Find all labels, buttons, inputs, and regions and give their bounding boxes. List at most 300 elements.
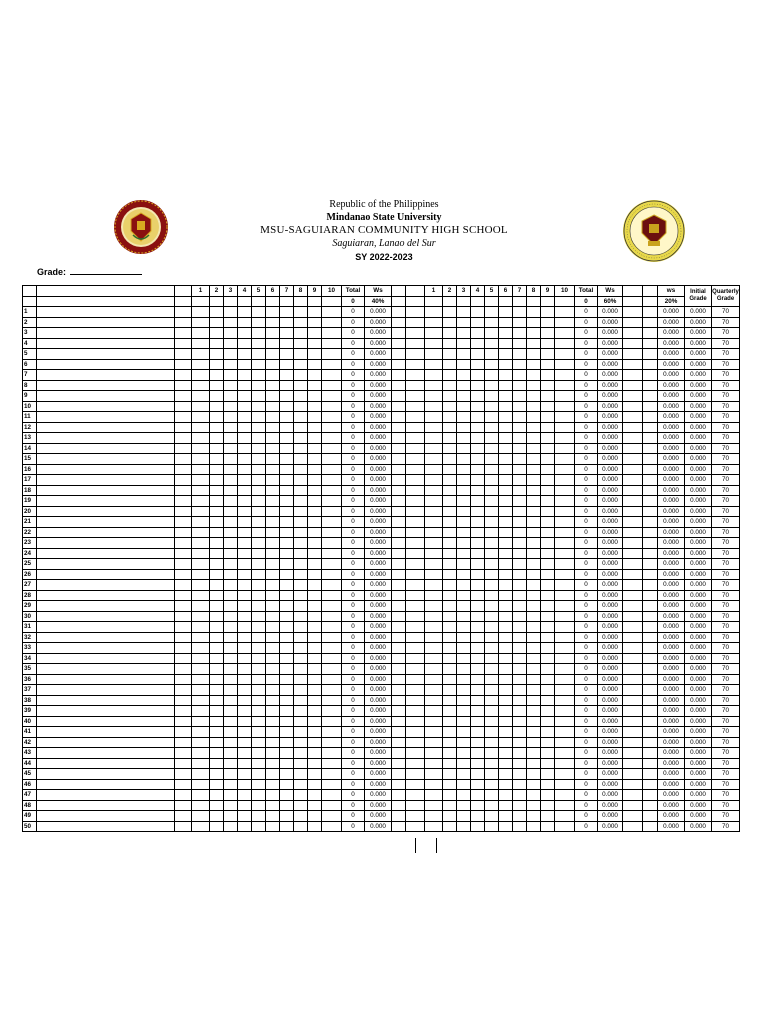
- score-cell[interactable]: [555, 506, 575, 517]
- score-cell[interactable]: [224, 643, 238, 654]
- score-cell[interactable]: [443, 674, 457, 685]
- score-cell[interactable]: [252, 811, 266, 822]
- score-cell[interactable]: [224, 370, 238, 381]
- score-cell[interactable]: [555, 569, 575, 580]
- score-cell[interactable]: [443, 496, 457, 507]
- score-cell[interactable]: [238, 380, 252, 391]
- score-cell[interactable]: [425, 527, 443, 538]
- score-cell[interactable]: [527, 601, 541, 612]
- score-cell[interactable]: [210, 538, 224, 549]
- score-cell[interactable]: [280, 716, 294, 727]
- score-cell[interactable]: [471, 359, 485, 370]
- score-cell[interactable]: [322, 664, 342, 675]
- score-cell[interactable]: [210, 664, 224, 675]
- score-cell[interactable]: [322, 748, 342, 759]
- score-cell[interactable]: [443, 664, 457, 675]
- score-cell[interactable]: [210, 706, 224, 717]
- score-cell[interactable]: [224, 653, 238, 664]
- score-cell[interactable]: [224, 811, 238, 822]
- score-cell[interactable]: [266, 790, 280, 801]
- score-cell[interactable]: [443, 769, 457, 780]
- score-cell[interactable]: [555, 653, 575, 664]
- score-cell[interactable]: [513, 569, 527, 580]
- blank-cell[interactable]: [406, 580, 425, 591]
- blank-cell[interactable]: [406, 538, 425, 549]
- blank-cell[interactable]: [406, 391, 425, 402]
- score-cell[interactable]: [210, 391, 224, 402]
- score-cell[interactable]: [252, 380, 266, 391]
- blank-cell[interactable]: [406, 317, 425, 328]
- score-cell[interactable]: [322, 412, 342, 423]
- blank-cell[interactable]: [643, 643, 658, 654]
- score-cell[interactable]: [280, 601, 294, 612]
- score-cell[interactable]: [322, 559, 342, 570]
- score-cell[interactable]: [457, 391, 471, 402]
- student-name-cell[interactable]: [37, 769, 175, 780]
- score-cell[interactable]: [280, 664, 294, 675]
- blank-cell[interactable]: [175, 674, 192, 685]
- score-cell[interactable]: [541, 307, 555, 318]
- score-cell[interactable]: [541, 758, 555, 769]
- blank-cell[interactable]: [406, 475, 425, 486]
- score-cell[interactable]: [308, 790, 322, 801]
- student-name-cell[interactable]: [37, 653, 175, 664]
- score-cell[interactable]: [280, 517, 294, 528]
- score-cell[interactable]: [322, 338, 342, 349]
- blank-cell[interactable]: [392, 391, 406, 402]
- blank-cell[interactable]: [623, 548, 643, 559]
- blank-cell[interactable]: [392, 695, 406, 706]
- score-cell[interactable]: [457, 632, 471, 643]
- blank-cell[interactable]: [623, 811, 643, 822]
- score-cell[interactable]: [425, 464, 443, 475]
- blank-cell[interactable]: [175, 412, 192, 423]
- score-cell[interactable]: [210, 632, 224, 643]
- blank-cell[interactable]: [392, 359, 406, 370]
- score-cell[interactable]: [252, 517, 266, 528]
- score-cell[interactable]: [252, 758, 266, 769]
- score-cell[interactable]: [224, 328, 238, 339]
- blank-cell[interactable]: [406, 401, 425, 412]
- score-cell[interactable]: [252, 580, 266, 591]
- score-cell[interactable]: [457, 748, 471, 759]
- blank-cell[interactable]: [392, 800, 406, 811]
- blank-cell[interactable]: [623, 727, 643, 738]
- score-cell[interactable]: [443, 422, 457, 433]
- score-cell[interactable]: [308, 370, 322, 381]
- score-cell[interactable]: [425, 338, 443, 349]
- score-cell[interactable]: [485, 643, 499, 654]
- score-cell[interactable]: [224, 779, 238, 790]
- score-cell[interactable]: [541, 811, 555, 822]
- score-cell[interactable]: [322, 769, 342, 780]
- score-cell[interactable]: [471, 401, 485, 412]
- score-cell[interactable]: [527, 433, 541, 444]
- score-cell[interactable]: [457, 779, 471, 790]
- blank-cell[interactable]: [175, 811, 192, 822]
- score-cell[interactable]: [425, 475, 443, 486]
- blank-cell[interactable]: [392, 632, 406, 643]
- score-cell[interactable]: [238, 643, 252, 654]
- blank-cell[interactable]: [643, 653, 658, 664]
- student-name-cell[interactable]: [37, 569, 175, 580]
- score-cell[interactable]: [238, 622, 252, 633]
- score-cell[interactable]: [443, 601, 457, 612]
- score-cell[interactable]: [210, 748, 224, 759]
- score-cell[interactable]: [252, 328, 266, 339]
- score-cell[interactable]: [555, 769, 575, 780]
- blank-cell[interactable]: [643, 590, 658, 601]
- score-cell[interactable]: [527, 496, 541, 507]
- score-cell[interactable]: [527, 727, 541, 738]
- score-cell[interactable]: [308, 443, 322, 454]
- score-cell[interactable]: [425, 349, 443, 360]
- score-cell[interactable]: [527, 328, 541, 339]
- score-cell[interactable]: [210, 559, 224, 570]
- score-cell[interactable]: [485, 779, 499, 790]
- score-cell[interactable]: [280, 769, 294, 780]
- score-cell[interactable]: [238, 443, 252, 454]
- score-cell[interactable]: [527, 391, 541, 402]
- score-cell[interactable]: [280, 349, 294, 360]
- score-cell[interactable]: [266, 653, 280, 664]
- score-cell[interactable]: [499, 569, 513, 580]
- score-cell[interactable]: [308, 475, 322, 486]
- blank-cell[interactable]: [175, 380, 192, 391]
- score-cell[interactable]: [192, 737, 210, 748]
- score-cell[interactable]: [280, 758, 294, 769]
- blank-cell[interactable]: [623, 359, 643, 370]
- score-cell[interactable]: [527, 370, 541, 381]
- score-cell[interactable]: [238, 821, 252, 832]
- student-name-cell[interactable]: [37, 664, 175, 675]
- blank-cell[interactable]: [643, 307, 658, 318]
- blank-cell[interactable]: [406, 349, 425, 360]
- score-cell[interactable]: [555, 412, 575, 423]
- score-cell[interactable]: [471, 422, 485, 433]
- score-cell[interactable]: [308, 706, 322, 717]
- score-cell[interactable]: [499, 496, 513, 507]
- score-cell[interactable]: [280, 443, 294, 454]
- score-cell[interactable]: [527, 758, 541, 769]
- score-cell[interactable]: [485, 506, 499, 517]
- score-cell[interactable]: [485, 769, 499, 780]
- score-cell[interactable]: [252, 695, 266, 706]
- score-cell[interactable]: [210, 370, 224, 381]
- score-cell[interactable]: [280, 464, 294, 475]
- blank-cell[interactable]: [643, 790, 658, 801]
- blank-cell[interactable]: [392, 685, 406, 696]
- blank-cell[interactable]: [175, 433, 192, 444]
- score-cell[interactable]: [294, 622, 308, 633]
- blank-cell[interactable]: [623, 590, 643, 601]
- score-cell[interactable]: [266, 800, 280, 811]
- blank-cell[interactable]: [392, 811, 406, 822]
- score-cell[interactable]: [238, 737, 252, 748]
- score-cell[interactable]: [555, 380, 575, 391]
- score-cell[interactable]: [541, 422, 555, 433]
- blank-cell[interactable]: [392, 317, 406, 328]
- score-cell[interactable]: [280, 811, 294, 822]
- score-cell[interactable]: [252, 401, 266, 412]
- score-cell[interactable]: [308, 464, 322, 475]
- score-cell[interactable]: [294, 412, 308, 423]
- score-cell[interactable]: [499, 790, 513, 801]
- blank-cell[interactable]: [643, 779, 658, 790]
- score-cell[interactable]: [527, 769, 541, 780]
- score-cell[interactable]: [280, 538, 294, 549]
- score-cell[interactable]: [210, 811, 224, 822]
- score-cell[interactable]: [224, 538, 238, 549]
- score-cell[interactable]: [471, 580, 485, 591]
- blank-cell[interactable]: [392, 716, 406, 727]
- score-cell[interactable]: [280, 800, 294, 811]
- score-cell[interactable]: [457, 517, 471, 528]
- score-cell[interactable]: [527, 527, 541, 538]
- score-cell[interactable]: [443, 485, 457, 496]
- score-cell[interactable]: [471, 758, 485, 769]
- score-cell[interactable]: [513, 517, 527, 528]
- score-cell[interactable]: [308, 496, 322, 507]
- score-cell[interactable]: [322, 443, 342, 454]
- score-cell[interactable]: [252, 454, 266, 465]
- score-cell[interactable]: [499, 548, 513, 559]
- student-name-cell[interactable]: [37, 359, 175, 370]
- score-cell[interactable]: [457, 496, 471, 507]
- score-cell[interactable]: [252, 317, 266, 328]
- score-cell[interactable]: [294, 590, 308, 601]
- blank-cell[interactable]: [392, 559, 406, 570]
- score-cell[interactable]: [485, 412, 499, 423]
- student-name-cell[interactable]: [37, 695, 175, 706]
- score-cell[interactable]: [425, 380, 443, 391]
- score-cell[interactable]: [513, 380, 527, 391]
- score-cell[interactable]: [443, 506, 457, 517]
- score-cell[interactable]: [541, 601, 555, 612]
- score-cell[interactable]: [294, 716, 308, 727]
- blank-cell[interactable]: [406, 443, 425, 454]
- score-cell[interactable]: [485, 811, 499, 822]
- score-cell[interactable]: [471, 769, 485, 780]
- blank-cell[interactable]: [392, 454, 406, 465]
- score-cell[interactable]: [294, 349, 308, 360]
- blank-cell[interactable]: [623, 328, 643, 339]
- blank-cell[interactable]: [623, 622, 643, 633]
- score-cell[interactable]: [322, 706, 342, 717]
- score-cell[interactable]: [252, 338, 266, 349]
- score-cell[interactable]: [294, 800, 308, 811]
- blank-cell[interactable]: [175, 527, 192, 538]
- student-name-cell[interactable]: [37, 643, 175, 654]
- score-cell[interactable]: [280, 706, 294, 717]
- blank-cell[interactable]: [406, 548, 425, 559]
- score-cell[interactable]: [443, 527, 457, 538]
- score-cell[interactable]: [457, 653, 471, 664]
- score-cell[interactable]: [457, 758, 471, 769]
- score-cell[interactable]: [457, 538, 471, 549]
- score-cell[interactable]: [485, 454, 499, 465]
- blank-cell[interactable]: [392, 380, 406, 391]
- score-cell[interactable]: [238, 674, 252, 685]
- score-cell[interactable]: [192, 559, 210, 570]
- score-cell[interactable]: [527, 706, 541, 717]
- score-cell[interactable]: [499, 538, 513, 549]
- score-cell[interactable]: [238, 454, 252, 465]
- student-name-cell[interactable]: [37, 380, 175, 391]
- score-cell[interactable]: [294, 653, 308, 664]
- score-cell[interactable]: [238, 590, 252, 601]
- score-cell[interactable]: [513, 716, 527, 727]
- blank-cell[interactable]: [406, 611, 425, 622]
- score-cell[interactable]: [294, 569, 308, 580]
- blank-cell[interactable]: [175, 307, 192, 318]
- score-cell[interactable]: [280, 790, 294, 801]
- score-cell[interactable]: [238, 601, 252, 612]
- score-cell[interactable]: [513, 779, 527, 790]
- score-cell[interactable]: [555, 601, 575, 612]
- score-cell[interactable]: [252, 727, 266, 738]
- score-cell[interactable]: [541, 685, 555, 696]
- score-cell[interactable]: [322, 800, 342, 811]
- score-cell[interactable]: [485, 727, 499, 738]
- score-cell[interactable]: [499, 758, 513, 769]
- score-cell[interactable]: [471, 454, 485, 465]
- blank-cell[interactable]: [175, 769, 192, 780]
- score-cell[interactable]: [294, 538, 308, 549]
- score-cell[interactable]: [294, 506, 308, 517]
- score-cell[interactable]: [238, 790, 252, 801]
- score-cell[interactable]: [252, 443, 266, 454]
- blank-cell[interactable]: [643, 674, 658, 685]
- score-cell[interactable]: [555, 349, 575, 360]
- score-cell[interactable]: [224, 695, 238, 706]
- score-cell[interactable]: [280, 412, 294, 423]
- blank-cell[interactable]: [175, 664, 192, 675]
- score-cell[interactable]: [294, 695, 308, 706]
- score-cell[interactable]: [308, 653, 322, 664]
- score-cell[interactable]: [322, 716, 342, 727]
- score-cell[interactable]: [499, 433, 513, 444]
- score-cell[interactable]: [499, 653, 513, 664]
- score-cell[interactable]: [541, 527, 555, 538]
- score-cell[interactable]: [485, 716, 499, 727]
- blank-cell[interactable]: [392, 821, 406, 832]
- score-cell[interactable]: [322, 622, 342, 633]
- student-name-cell[interactable]: [37, 443, 175, 454]
- score-cell[interactable]: [485, 664, 499, 675]
- score-cell[interactable]: [280, 695, 294, 706]
- score-cell[interactable]: [555, 307, 575, 318]
- blank-cell[interactable]: [392, 674, 406, 685]
- score-cell[interactable]: [266, 328, 280, 339]
- blank-cell[interactable]: [406, 338, 425, 349]
- score-cell[interactable]: [541, 695, 555, 706]
- blank-cell[interactable]: [406, 307, 425, 318]
- score-cell[interactable]: [322, 475, 342, 486]
- score-cell[interactable]: [252, 611, 266, 622]
- score-cell[interactable]: [210, 674, 224, 685]
- score-cell[interactable]: [308, 527, 322, 538]
- score-cell[interactable]: [527, 685, 541, 696]
- score-cell[interactable]: [443, 338, 457, 349]
- score-cell[interactable]: [555, 674, 575, 685]
- score-cell[interactable]: [443, 622, 457, 633]
- score-cell[interactable]: [266, 517, 280, 528]
- score-cell[interactable]: [322, 454, 342, 465]
- score-cell[interactable]: [252, 559, 266, 570]
- score-cell[interactable]: [555, 454, 575, 465]
- score-cell[interactable]: [192, 580, 210, 591]
- score-cell[interactable]: [527, 590, 541, 601]
- score-cell[interactable]: [266, 454, 280, 465]
- score-cell[interactable]: [513, 632, 527, 643]
- score-cell[interactable]: [266, 412, 280, 423]
- score-cell[interactable]: [499, 695, 513, 706]
- student-name-cell[interactable]: [37, 338, 175, 349]
- student-name-cell[interactable]: [37, 716, 175, 727]
- blank-cell[interactable]: [643, 559, 658, 570]
- score-cell[interactable]: [555, 359, 575, 370]
- score-cell[interactable]: [425, 317, 443, 328]
- blank-cell[interactable]: [643, 391, 658, 402]
- blank-cell[interactable]: [175, 758, 192, 769]
- blank-cell[interactable]: [643, 412, 658, 423]
- score-cell[interactable]: [443, 779, 457, 790]
- score-cell[interactable]: [224, 307, 238, 318]
- score-cell[interactable]: [499, 517, 513, 528]
- score-cell[interactable]: [210, 569, 224, 580]
- score-cell[interactable]: [499, 580, 513, 591]
- score-cell[interactable]: [224, 349, 238, 360]
- score-cell[interactable]: [210, 412, 224, 423]
- score-cell[interactable]: [499, 391, 513, 402]
- score-cell[interactable]: [527, 779, 541, 790]
- score-cell[interactable]: [485, 548, 499, 559]
- score-cell[interactable]: [308, 506, 322, 517]
- score-cell[interactable]: [224, 391, 238, 402]
- blank-cell[interactable]: [643, 517, 658, 528]
- score-cell[interactable]: [308, 569, 322, 580]
- score-cell[interactable]: [457, 317, 471, 328]
- score-cell[interactable]: [192, 307, 210, 318]
- score-cell[interactable]: [294, 727, 308, 738]
- score-cell[interactable]: [210, 800, 224, 811]
- score-cell[interactable]: [457, 769, 471, 780]
- score-cell[interactable]: [541, 338, 555, 349]
- score-cell[interactable]: [294, 328, 308, 339]
- score-cell[interactable]: [425, 811, 443, 822]
- blank-cell[interactable]: [392, 548, 406, 559]
- score-cell[interactable]: [471, 464, 485, 475]
- score-cell[interactable]: [485, 401, 499, 412]
- score-cell[interactable]: [485, 790, 499, 801]
- score-cell[interactable]: [322, 674, 342, 685]
- blank-cell[interactable]: [643, 338, 658, 349]
- score-cell[interactable]: [471, 716, 485, 727]
- blank-cell[interactable]: [406, 422, 425, 433]
- score-cell[interactable]: [280, 506, 294, 517]
- score-cell[interactable]: [443, 695, 457, 706]
- blank-cell[interactable]: [406, 527, 425, 538]
- score-cell[interactable]: [443, 443, 457, 454]
- score-cell[interactable]: [252, 464, 266, 475]
- blank-cell[interactable]: [406, 769, 425, 780]
- blank-cell[interactable]: [175, 517, 192, 528]
- blank-cell[interactable]: [392, 601, 406, 612]
- score-cell[interactable]: [457, 401, 471, 412]
- blank-cell[interactable]: [392, 653, 406, 664]
- score-cell[interactable]: [425, 517, 443, 528]
